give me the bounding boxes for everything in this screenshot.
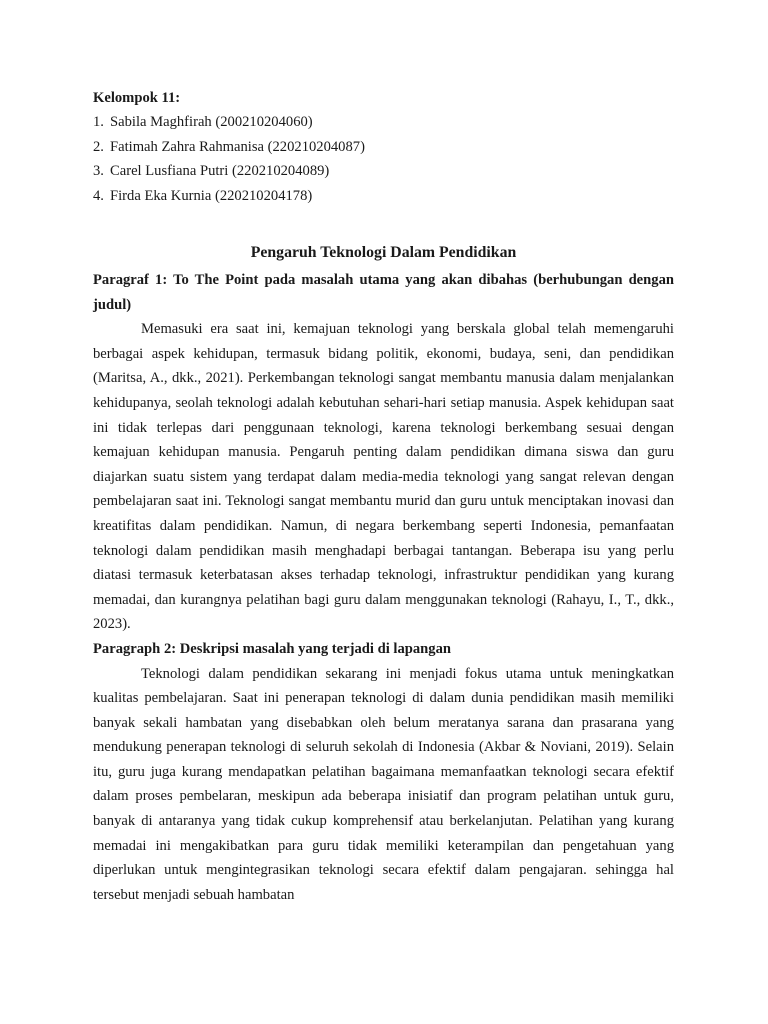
- member-name: Sabila Maghfirah (200210204060): [110, 114, 313, 130]
- section-heading-1: Paragraf 1: To The Point pada masalah utama yang akan dibahas (berhubungan dengan judul): [93, 272, 674, 313]
- list-number: 3.: [93, 163, 104, 179]
- member-list: [93, 110, 674, 208]
- list-number: 1.: [93, 114, 104, 130]
- list-number: 4.: [93, 187, 104, 204]
- list-item: [93, 159, 674, 184]
- list-number: 2.: [93, 138, 104, 155]
- member-name: Carel Lusfiana Putri (220210204089): [110, 163, 330, 179]
- page-title: Pengaruh Teknologi Dalam Pendidikan: [250, 244, 517, 261]
- document-page: [93, 86, 674, 903]
- list-item: [93, 135, 674, 160]
- list-item: [93, 184, 674, 209]
- list-item: [93, 110, 674, 135]
- group-title: Kelompok 11:: [93, 90, 181, 106]
- paragraph-2: Teknologi dalam pendidikan sekarang ini menjadi fokus utama untuk meningkatkan kualitas pembelajaran. Saat ini penerapan teknologi di dalam dunia pendidikan masih memiliki banyak sekali hambatan yang disebabkan oleh belum meratanya sarana dan prasarana yang mendukung penerapan teknologi di seluruh sekolah di Indonesia (Akbar & Noviani, 2019). Selain itu, guru juga kurang mendapatkan pelatihan bagaimana memanfaatkan teknologi secara efektif dalam proses pembelaran, meskipun ada beberapa inisiatif dan program pelatihan untuk guru, banyak di antaranya yang tidak cukup komprehensif atau berkelanjutan. Pelatihan yang kurang memadai ini mengakibatkan para guru tidak memiliki keterampilan dan pengetahuan yang diperlukan untuk mengintegrasikan teknologi secara efektif dalam pengajaran. sehingga hal tersebut menjadi sebuah hambatan: [93, 665, 674, 903]
- section-heading-2: Paragraph 2: Deskripsi masalah yang terjadi di lapangan: [93, 640, 451, 657]
- member-name: Fatimah Zahra Rahmanisa (220210204087): [110, 138, 365, 155]
- document-body: [93, 268, 674, 907]
- member-name: Firda Eka Kurnia (220210204178): [110, 187, 313, 204]
- paragraph-1: Memasuki era saat ini, kemajuan teknologi yang berskala global telah memengaruhi berbagai aspek kehidupan, termasuk bidang politik, ekonomi, budaya, seni, dan pendidikan (Maritsa, A., dkk., 2021). Perkembangan teknologi sangat membantu manusia dalam menjalankan kehidupanya, seolah teknologi adalah kebutuhan sehari-hari setiap manusia. Aspek kehidupan saat ini tidak terlepas dari penggunaan teknologi, karena teknologi berkembang sesuai dengan kemajuan kehidupan manusia. Pengaruh penting dalam pendidikan dimana siswa dan guru diajarkan suatu sistem yang terdapat dalam media-media teknologi yang sangat relevan dengan pembelajaran saat ini. Teknologi sangat membantu murid dan guru untuk menciptakan inovasi dan kreatifitas dalam pendidikan. Namun, di negara berkembang seperti Indonesia, pemanfaatan teknologi dalam pendidikan masih menghadapi berbagai tantangan. Beberapa isu yang perlu diatasi termasuk keterbatasan akses terhadap teknologi, infrastruktur pendidikan yang kurang memadai, dan kurangnya pelatihan bagi guru dalam menggunakan teknologi (Rahayu, I., T., dkk., 2023).: [93, 321, 674, 633]
